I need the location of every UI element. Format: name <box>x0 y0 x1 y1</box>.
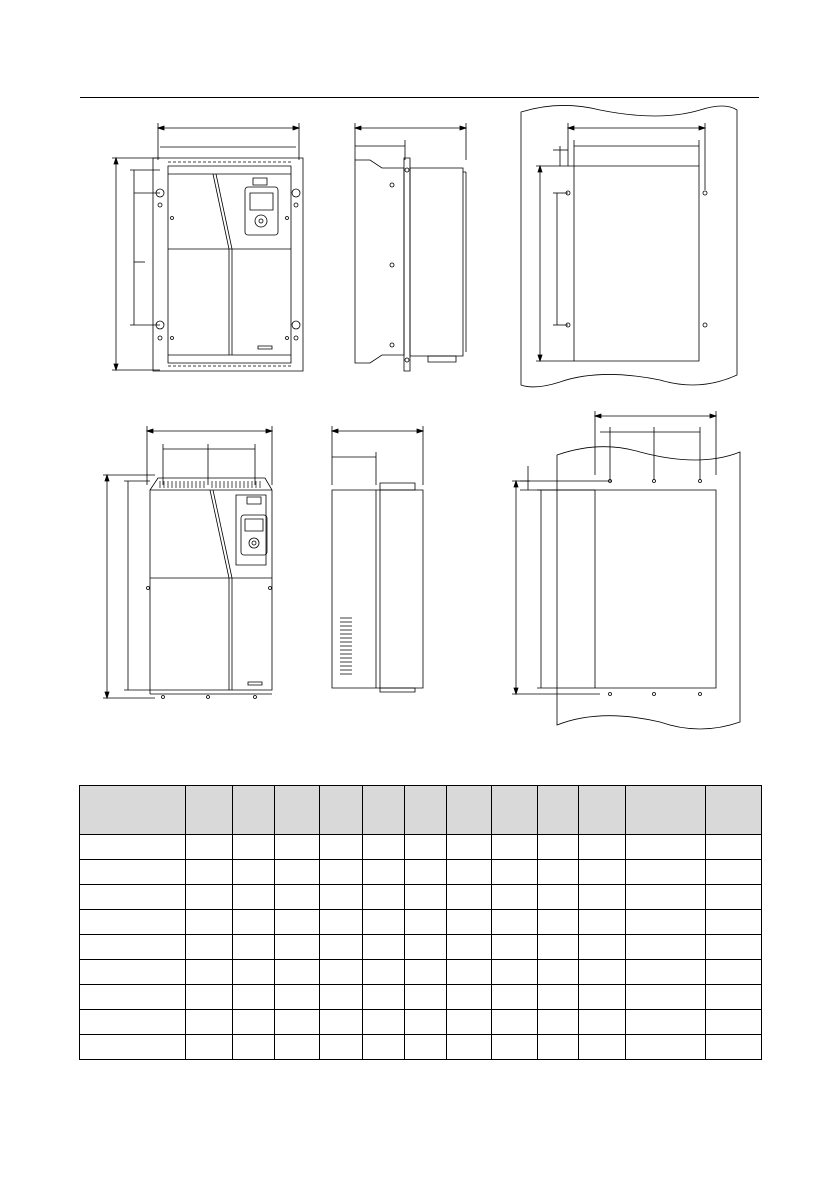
table-row <box>80 860 762 885</box>
table-cell <box>320 960 363 985</box>
table-row <box>80 935 762 960</box>
table-cell <box>492 1035 538 1060</box>
table-cell <box>186 860 233 885</box>
table-cell <box>405 860 447 885</box>
table-cell <box>626 960 706 985</box>
table-row <box>80 1035 762 1060</box>
table-cell <box>186 910 233 935</box>
table-cell <box>492 1010 538 1035</box>
table-cell <box>706 960 762 985</box>
table-cell <box>320 935 363 960</box>
table-cell <box>538 1035 579 1060</box>
table-cell <box>492 985 538 1010</box>
table-cell <box>492 910 538 935</box>
table-cell <box>80 935 186 960</box>
header-cell <box>275 786 320 835</box>
table-cell <box>626 985 706 1010</box>
table-row <box>80 1010 762 1035</box>
table-cell <box>706 885 762 910</box>
header-cell <box>80 786 186 835</box>
table-cell <box>706 1010 762 1035</box>
table-cell <box>80 860 186 885</box>
table-cell <box>492 835 538 860</box>
table-cell <box>233 960 275 985</box>
table-cell <box>320 835 363 860</box>
table-cell <box>706 835 762 860</box>
table-cell <box>538 835 579 860</box>
table-row <box>80 835 762 860</box>
table-cell <box>80 960 186 985</box>
table-cell <box>320 910 363 935</box>
table-cell <box>579 960 626 985</box>
table-cell <box>186 1010 233 1035</box>
table-cell <box>233 910 275 935</box>
table-cell <box>80 1010 186 1035</box>
table-cell <box>405 960 447 985</box>
table-cell <box>626 1010 706 1035</box>
table-cell <box>626 885 706 910</box>
table-cell <box>405 1010 447 1035</box>
table-cell <box>538 960 579 985</box>
table-cell <box>186 1035 233 1060</box>
table-cell <box>233 885 275 910</box>
table-cell <box>447 985 492 1010</box>
table-cell <box>405 835 447 860</box>
table-cell <box>363 860 405 885</box>
table-cell <box>186 885 233 910</box>
table-cell <box>233 935 275 960</box>
table-cell <box>626 910 706 935</box>
table-cell <box>447 1010 492 1035</box>
table-cell <box>405 910 447 935</box>
table-cell <box>80 910 186 935</box>
flange-mount-front-view <box>103 426 272 699</box>
table-cell <box>80 1035 186 1060</box>
table-cell <box>320 1035 363 1060</box>
table-cell <box>275 910 320 935</box>
table-cell <box>492 935 538 960</box>
table-cell <box>447 835 492 860</box>
table-cell <box>626 935 706 960</box>
table-cell <box>363 960 405 985</box>
table-cell <box>233 985 275 1010</box>
table-cell <box>320 1010 363 1035</box>
table-cell <box>186 935 233 960</box>
wall-mount-side-view <box>355 123 466 371</box>
table-row <box>80 960 762 985</box>
table-cell <box>363 835 405 860</box>
table-cell <box>320 985 363 1010</box>
table-cell <box>626 835 706 860</box>
table-cell <box>447 935 492 960</box>
table-cell <box>320 885 363 910</box>
table-cell <box>275 835 320 860</box>
table-body <box>80 835 762 1060</box>
table-cell <box>405 935 447 960</box>
header-cell <box>538 786 579 835</box>
table-row <box>80 885 762 910</box>
table-cell <box>80 885 186 910</box>
table-cell <box>363 1010 405 1035</box>
header-cell <box>405 786 447 835</box>
table-cell <box>447 860 492 885</box>
table-cell <box>363 1035 405 1060</box>
table-cell <box>579 910 626 935</box>
table-cell <box>706 985 762 1010</box>
table-cell <box>579 835 626 860</box>
table-cell <box>538 1010 579 1035</box>
table-cell <box>626 860 706 885</box>
table-cell <box>579 860 626 885</box>
table-cell <box>405 985 447 1010</box>
table-cell <box>447 960 492 985</box>
flange-mount-side-view <box>332 426 423 692</box>
table-cell <box>706 910 762 935</box>
table-cell <box>706 860 762 885</box>
table-cell <box>275 1010 320 1035</box>
header-cell <box>320 786 363 835</box>
table-cell <box>233 835 275 860</box>
table-cell <box>363 935 405 960</box>
table-cell <box>275 985 320 1010</box>
table-cell <box>538 885 579 910</box>
table-cell <box>186 835 233 860</box>
header-cell <box>706 786 762 835</box>
table-cell <box>363 910 405 935</box>
table-cell <box>447 1035 492 1060</box>
table-cell <box>80 985 186 1010</box>
table-cell <box>233 1035 275 1060</box>
header-cell <box>233 786 275 835</box>
dimension-table <box>79 785 762 1060</box>
table-cell <box>405 1035 447 1060</box>
table-cell <box>363 885 405 910</box>
table-row <box>80 985 762 1010</box>
table-cell <box>405 885 447 910</box>
table-header-row <box>80 786 762 835</box>
table-cell <box>233 1010 275 1035</box>
table-cell <box>626 1035 706 1060</box>
table-cell <box>538 910 579 935</box>
header-cell <box>626 786 706 835</box>
header-cell <box>447 786 492 835</box>
table-cell <box>447 885 492 910</box>
table-cell <box>363 985 405 1010</box>
table-cell <box>186 985 233 1010</box>
table-cell <box>579 985 626 1010</box>
table-cell <box>275 960 320 985</box>
table-cell <box>492 960 538 985</box>
table-cell <box>233 860 275 885</box>
header-cell <box>363 786 405 835</box>
table-cell <box>579 885 626 910</box>
table-cell <box>186 960 233 985</box>
table-cell <box>579 1010 626 1035</box>
table-cell <box>492 860 538 885</box>
header-cell <box>579 786 626 835</box>
table-cell <box>706 935 762 960</box>
table-cell <box>275 1035 320 1060</box>
wall-mount-hole-template <box>521 105 737 386</box>
table-cell <box>538 860 579 885</box>
table-cell <box>579 935 626 960</box>
table-cell <box>320 860 363 885</box>
table-cell <box>275 935 320 960</box>
table-row <box>80 910 762 935</box>
flange-mount-cutout-template <box>512 411 740 729</box>
table-cell <box>538 935 579 960</box>
table-cell <box>538 985 579 1010</box>
table-cell <box>275 885 320 910</box>
wall-mount-front-view <box>112 123 303 371</box>
table-cell <box>80 835 186 860</box>
header-cell <box>186 786 233 835</box>
header-cell <box>492 786 538 835</box>
table-cell <box>447 910 492 935</box>
table-cell <box>275 860 320 885</box>
table-cell <box>579 1035 626 1060</box>
table-cell <box>706 1035 762 1060</box>
table-cell <box>492 885 538 910</box>
